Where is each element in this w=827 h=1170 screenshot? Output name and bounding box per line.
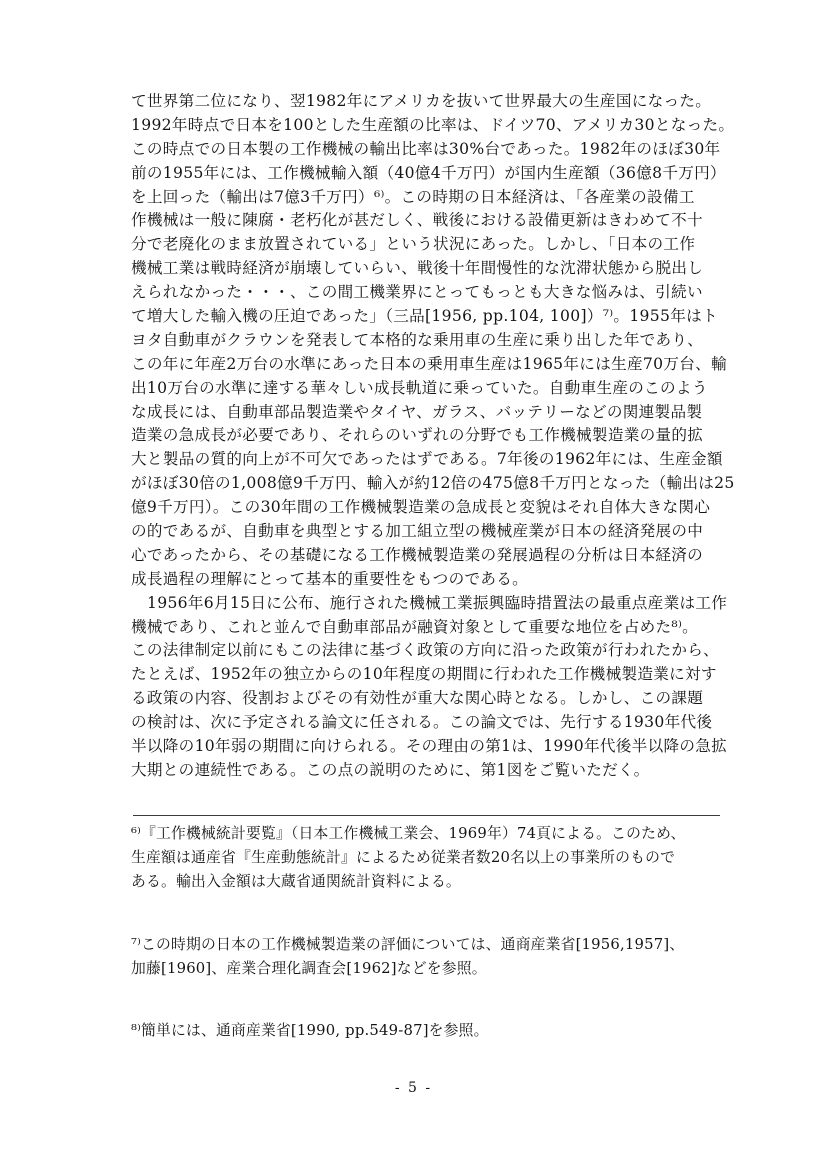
- footnote-line: ある。輸出入金額は大蔵省通関統計資料による。: [131, 873, 461, 890]
- footnote-8: [131, 1019, 731, 1043]
- body-line: 機械工業は戦時経済が崩壊していらい、戦後十年間慢性的な沈滞状態から脱出し: [131, 259, 704, 278]
- page-number: - 5 -: [394, 1080, 433, 1096]
- body-line: この法律制定以前にもこの法律に基づく政策の方向に沿った政策が行われたから、: [131, 641, 720, 660]
- body-line: 1992年時点で日本を100とした生産額の比率は、ドイツ70、アメリカ30となった。: [131, 115, 735, 134]
- body-line: この年に年産2万台の水準にあった日本の乗用車生産は1965年には生産70万台、輸: [131, 354, 727, 373]
- body-line: がほぼ30倍の1,008億9千万円、輸入が約12倍の475億8千万円となった（輸出は25: [131, 474, 735, 493]
- body-line: る政策の内容、役割およびその有効性が重大な関心時となる。しかし、この課題: [131, 689, 704, 708]
- body-line: 分で老廃化のまま放置されている」という状況にあった。しかし、「日本の工作: [131, 235, 696, 254]
- footnote-line: ⁷⁾この時期の日本の工作機械製造業の評価については、通商産業省[1956,1957]、: [131, 936, 685, 953]
- footnote-divider: [133, 815, 720, 816]
- body-line: 機械であり、これと並んで自動車部品が融資対象として重要な地位を占めた⁸⁾。: [131, 617, 698, 636]
- body-text: [131, 90, 735, 783]
- footnote-line: ⁶⁾『工作機械統計要覧』（日本工作機械工業会、1969年）74頁による。このため、: [131, 825, 686, 842]
- footnote-line: 加藤[1960]、産業合理化調査会[1962]などを参照。: [131, 960, 487, 977]
- footnote-line: ⁸⁾簡単には、通商産業省[1990, pp.549-87]を参照。: [131, 1022, 489, 1039]
- body-line: 1956年6月15日に公布、施行された機械工業振興臨時措置法の最重点産業は工作: [147, 593, 728, 612]
- body-line: を上回った（輸出は7億3千万円）⁶⁾。この時期の日本経済は、「各産業の設備工: [131, 187, 695, 206]
- body-line: 心であったから、その基礎になる工作機械製造業の発展過程の分析は日本経済の: [131, 545, 704, 564]
- body-line: 成長過程の理解にとって基本的重要性をもつのである。: [131, 569, 529, 588]
- body-line: 大と製品の質的向上が不可欠であったはずである。7年後の1962年には、生産金額: [131, 450, 723, 469]
- footnote-6: [131, 822, 731, 894]
- body-line: 造業の急成長が必要であり、それらのいずれの分野でも工作機械製造業の量的拡: [131, 426, 704, 445]
- body-line: 大期との連続性である。この点の説明のために、第1図をご覧いただく。: [131, 760, 650, 779]
- body-line: て世界第二位になり、翌1982年にアメリカを抜いて世界最大の生産国になった。: [131, 92, 712, 110]
- footnotes: [131, 822, 731, 1043]
- body-line: て増大した輸入機の圧迫であった」（三品[1956, pp.104, 100]）⁷⁾。1955年はト: [131, 307, 718, 326]
- body-line: ヨタ自動車がクラウンを発表して本格的な乗用車の生産に乗り出した年であり、: [131, 330, 704, 349]
- body-line: 億9千万円）。この30年間の工作機械製造業の急成長と変貌はそれ自体大きな関心: [131, 498, 711, 517]
- body-line: な成長には、自動車部品製造業やタイヤ、ガラス、バッテリーなどの関連製品製: [131, 402, 703, 421]
- footnote-7: [131, 933, 731, 981]
- body-line: 半以降の10年弱の期間に向けられる。その理由の第1は、1990年代後半以降の急拡: [131, 737, 728, 756]
- body-line: えられなかった・・・、この間工機業界にとってもっとも大きな悩みは、引続い: [131, 283, 703, 302]
- body-line: の検討は、次に予定される論文に任される。この論文では、先行する1930年代後: [131, 713, 713, 732]
- body-line: たとえば、1952年の独立からの10年程度の期間に行われた工作機械製造業に対す: [131, 665, 717, 684]
- body-line: この時点での日本製の工作機械の輸出比率は30%台であった。1982年のほぼ30年: [131, 139, 721, 158]
- footnote-line: 生産額は通産省『生産動態統計』によるため従業者数20名以上の事業所のもので: [131, 849, 676, 866]
- body-line: 出10万台の水準に達する華々しい成長軌道に乗っていた。自動車生産のこのよう: [131, 378, 708, 397]
- body-line: 前の1955年には、工作機械輸入額（40億4千万円）が国内生産額（36億8千万円）: [131, 163, 726, 182]
- body-line: の的であるが、自動車を典型とする加工組立型の機械産業が日本の経済発展の中: [131, 522, 704, 541]
- body-line: 作機械は一般に陳腐・老朽化が甚だしく、戦後における設備更新はきわめて不十: [131, 211, 703, 230]
